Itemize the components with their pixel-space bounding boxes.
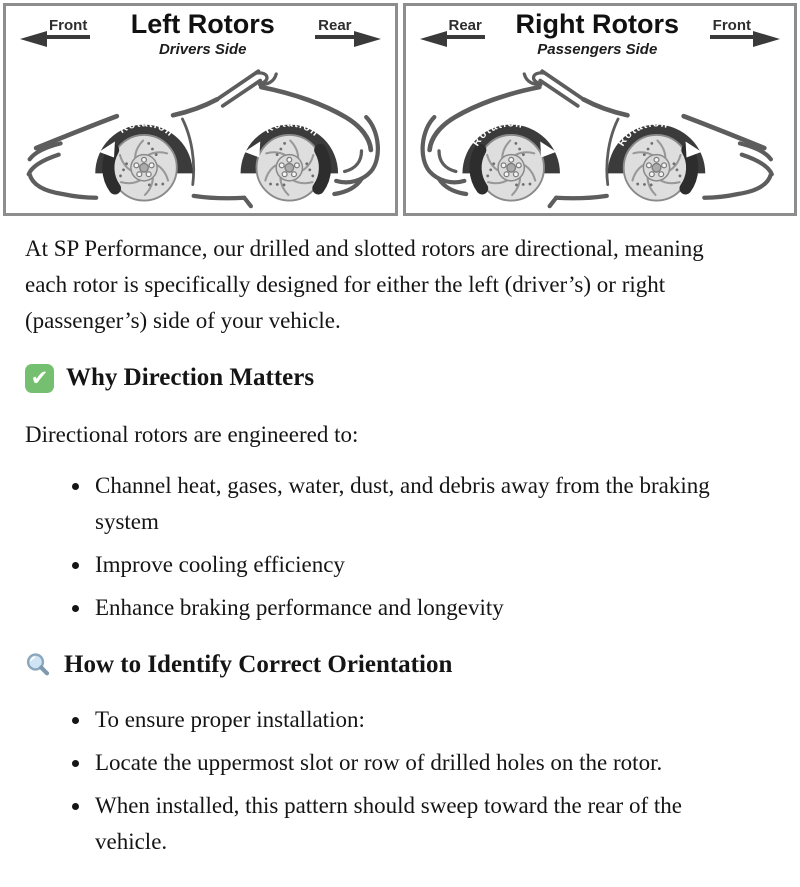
benefits-list xyxy=(25,468,715,626)
front-direction-arrow xyxy=(710,17,754,39)
section-heading-identify-orientation xyxy=(25,650,770,680)
list-item: • Channel heat, gases, water, dust, and debris away from the braking system xyxy=(92,468,715,540)
panel-left-rotors xyxy=(3,3,398,216)
panel-title-block xyxy=(90,11,315,58)
list-item: • When installed, this pattern should sweep toward the rear of the vehicle. xyxy=(92,788,715,860)
car-illustration-left xyxy=(6,59,395,209)
list-item: • Improve cooling efficiency xyxy=(92,547,715,583)
direction-label: Front xyxy=(710,17,754,39)
list-item: • To ensure proper installation: xyxy=(92,702,715,738)
arrow-left-icon xyxy=(20,31,47,47)
rotation-label: Rotation xyxy=(117,117,176,140)
panel-right-header xyxy=(406,6,795,58)
panel-subtitle: Drivers Side xyxy=(158,41,247,58)
panel-title: Right Rotors xyxy=(515,9,679,39)
check-icon: ✔ xyxy=(25,364,54,393)
arrow-right-icon xyxy=(753,31,780,47)
panel-left-header xyxy=(6,6,395,58)
magnifier-icon xyxy=(25,652,52,679)
section-title: How to Identify Correct Orientation xyxy=(64,651,453,678)
list-item: • Locate the uppermost slot or row of drilled holes on the rotor. xyxy=(92,745,715,781)
section-heading-why-direction-matters xyxy=(25,363,770,393)
rotor-direction-diagram xyxy=(0,0,800,216)
rotation-label: Rotation xyxy=(614,117,670,149)
direction-label: Front xyxy=(46,17,90,39)
front-direction-arrow xyxy=(46,17,90,39)
panel-subtitle: Passengers Side xyxy=(537,41,658,58)
arrow-left-icon xyxy=(420,31,447,47)
panel-title: Left Rotors xyxy=(130,9,275,39)
rear-direction-arrow xyxy=(446,17,485,39)
panel-right-rotors xyxy=(403,3,798,216)
car-illustration-right xyxy=(406,59,795,209)
direction-label: Rear xyxy=(446,17,485,39)
rear-direction-arrow xyxy=(315,17,354,39)
section-title: Why Direction Matters xyxy=(66,364,315,391)
intro-paragraph: At SP Performance, our drilled and slotted rotors are directional, meaning each rotor is specifically designed for either the left (driver’s) or right (passenger’s) side of your vehicle. xyxy=(25,236,704,333)
rotation-label: Rotation xyxy=(262,117,322,140)
panel-title-block xyxy=(485,11,710,58)
benefits-lead: Directional rotors are engineered to: xyxy=(25,422,359,447)
article-body xyxy=(0,231,800,887)
rotation-label: Rotation xyxy=(469,117,524,149)
direction-label: Rear xyxy=(315,17,354,39)
arrow-right-icon xyxy=(354,31,381,47)
list-item: • Enhance braking performance and longevity xyxy=(92,590,715,626)
orientation-list xyxy=(25,702,715,860)
